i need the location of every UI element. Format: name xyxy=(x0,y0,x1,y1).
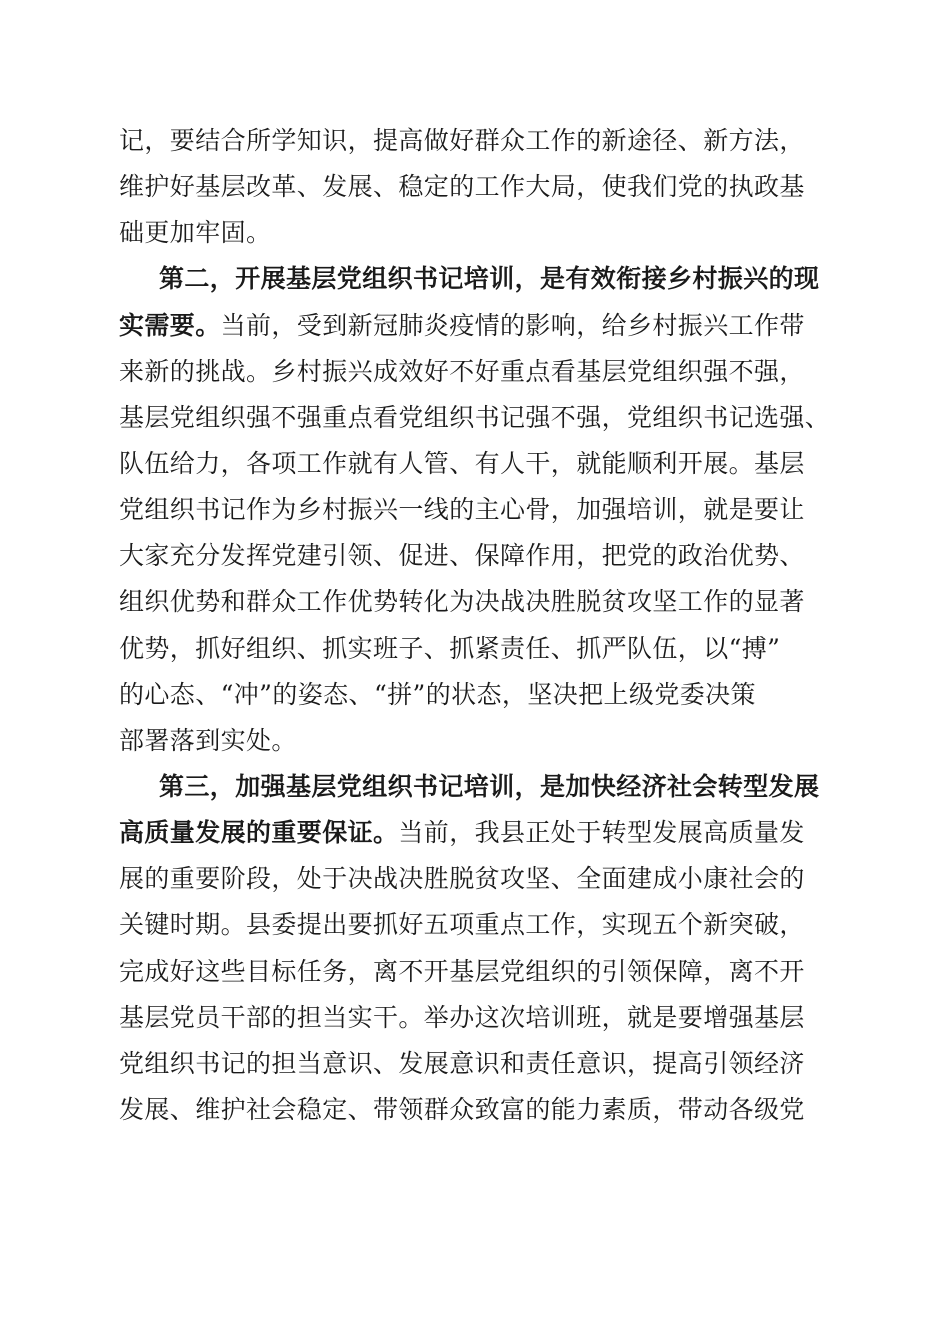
text-line xyxy=(119,902,831,948)
text-segment: 础更加牢固。 xyxy=(119,218,272,248)
paragraph-1 xyxy=(119,118,831,256)
text-segment: 当前，我县正处于转型发展高质量发 xyxy=(398,818,805,848)
text-line xyxy=(119,810,831,856)
paragraph-3 xyxy=(119,764,831,1133)
text-segment: 发展、维护社会稳定、带领群众致富的能力素质，带动各级党 xyxy=(119,1094,805,1124)
heading-segment: 第二，开展基层党组织书记培训，是有效衔接乡村振兴的现 xyxy=(159,264,820,294)
text-segment: 党组织书记的担当意识、发展意识和责任意识，提高引领经济 xyxy=(119,1048,805,1078)
text-line xyxy=(119,672,831,718)
text-segment: 完成好这些目标任务，离不开基层党组织的引领保障，离不开 xyxy=(119,956,805,986)
text-line xyxy=(119,533,831,579)
text-line xyxy=(119,487,831,533)
heading-segment: 实需要。 xyxy=(119,310,221,340)
text-line xyxy=(119,718,831,764)
text-line xyxy=(119,995,831,1041)
text-segment: 优势，抓好组织、抓实班子、抓紧责任、抓严队伍，以“搏” xyxy=(119,633,781,663)
text-segment: 的心态、“冲”的姿态、“拼”的状态，坚决把上级党委决策 xyxy=(119,679,756,709)
text-segment: 关键时期。县委提出要抓好五项重点工作，实现五个新突破， xyxy=(119,910,805,940)
heading-segment: 第三，加强基层党组织书记培训，是加快经济社会转型发展 xyxy=(159,771,820,801)
text-line xyxy=(119,1041,831,1087)
document-page xyxy=(119,118,831,1133)
text-line xyxy=(119,949,831,995)
text-segment: 展的重要阶段，处于决战决胜脱贫攻坚、全面建成小康社会的 xyxy=(119,864,805,894)
text-segment: 大家充分发挥党建引领、促进、保障作用，把党的政治优势、 xyxy=(119,541,805,571)
text-segment: 来新的挑战。乡村振兴成效好不好重点看基层党组织强不强， xyxy=(119,356,805,386)
text-segment: 记，要结合所学知识，提高做好群众工作的新途径、新方法， xyxy=(119,126,805,155)
text-line xyxy=(119,441,831,487)
text-segment: 维护好基层改革、发展、稳定的工作大局，使我们党的执政基 xyxy=(119,172,805,202)
text-line xyxy=(119,626,831,672)
text-segment: 部署落到实处。 xyxy=(119,725,297,755)
text-segment: 当前，受到新冠肺炎疫情的影响，给乡村振兴工作带 xyxy=(220,310,805,340)
text-segment: 队伍给力，各项工作就有人管、有人干，就能顺利开展。基层 xyxy=(119,448,805,478)
text-line xyxy=(119,579,831,625)
text-line xyxy=(119,118,831,164)
text-line xyxy=(119,856,831,902)
text-line xyxy=(119,395,831,441)
paragraph-2 xyxy=(119,256,831,764)
text-segment: 党组织书记作为乡村振兴一线的主心骨，加强培训，就是要让 xyxy=(119,495,805,525)
text-line xyxy=(119,256,831,302)
text-segment: 基层党组织强不强重点看党组织书记强不强，党组织书记选强、 xyxy=(119,402,831,432)
text-line xyxy=(119,349,831,395)
text-line xyxy=(119,303,831,349)
text-line xyxy=(119,1087,831,1133)
text-line xyxy=(119,210,831,256)
heading-segment: 高质量发展的重要保证。 xyxy=(119,818,399,848)
text-line xyxy=(119,164,831,210)
text-line xyxy=(119,764,831,810)
text-segment: 基层党员干部的担当实干。举办这次培训班，就是要增强基层 xyxy=(119,1002,805,1032)
text-segment: 组织优势和群众工作优势转化为决战决胜脱贫攻坚工作的显著 xyxy=(119,587,805,617)
